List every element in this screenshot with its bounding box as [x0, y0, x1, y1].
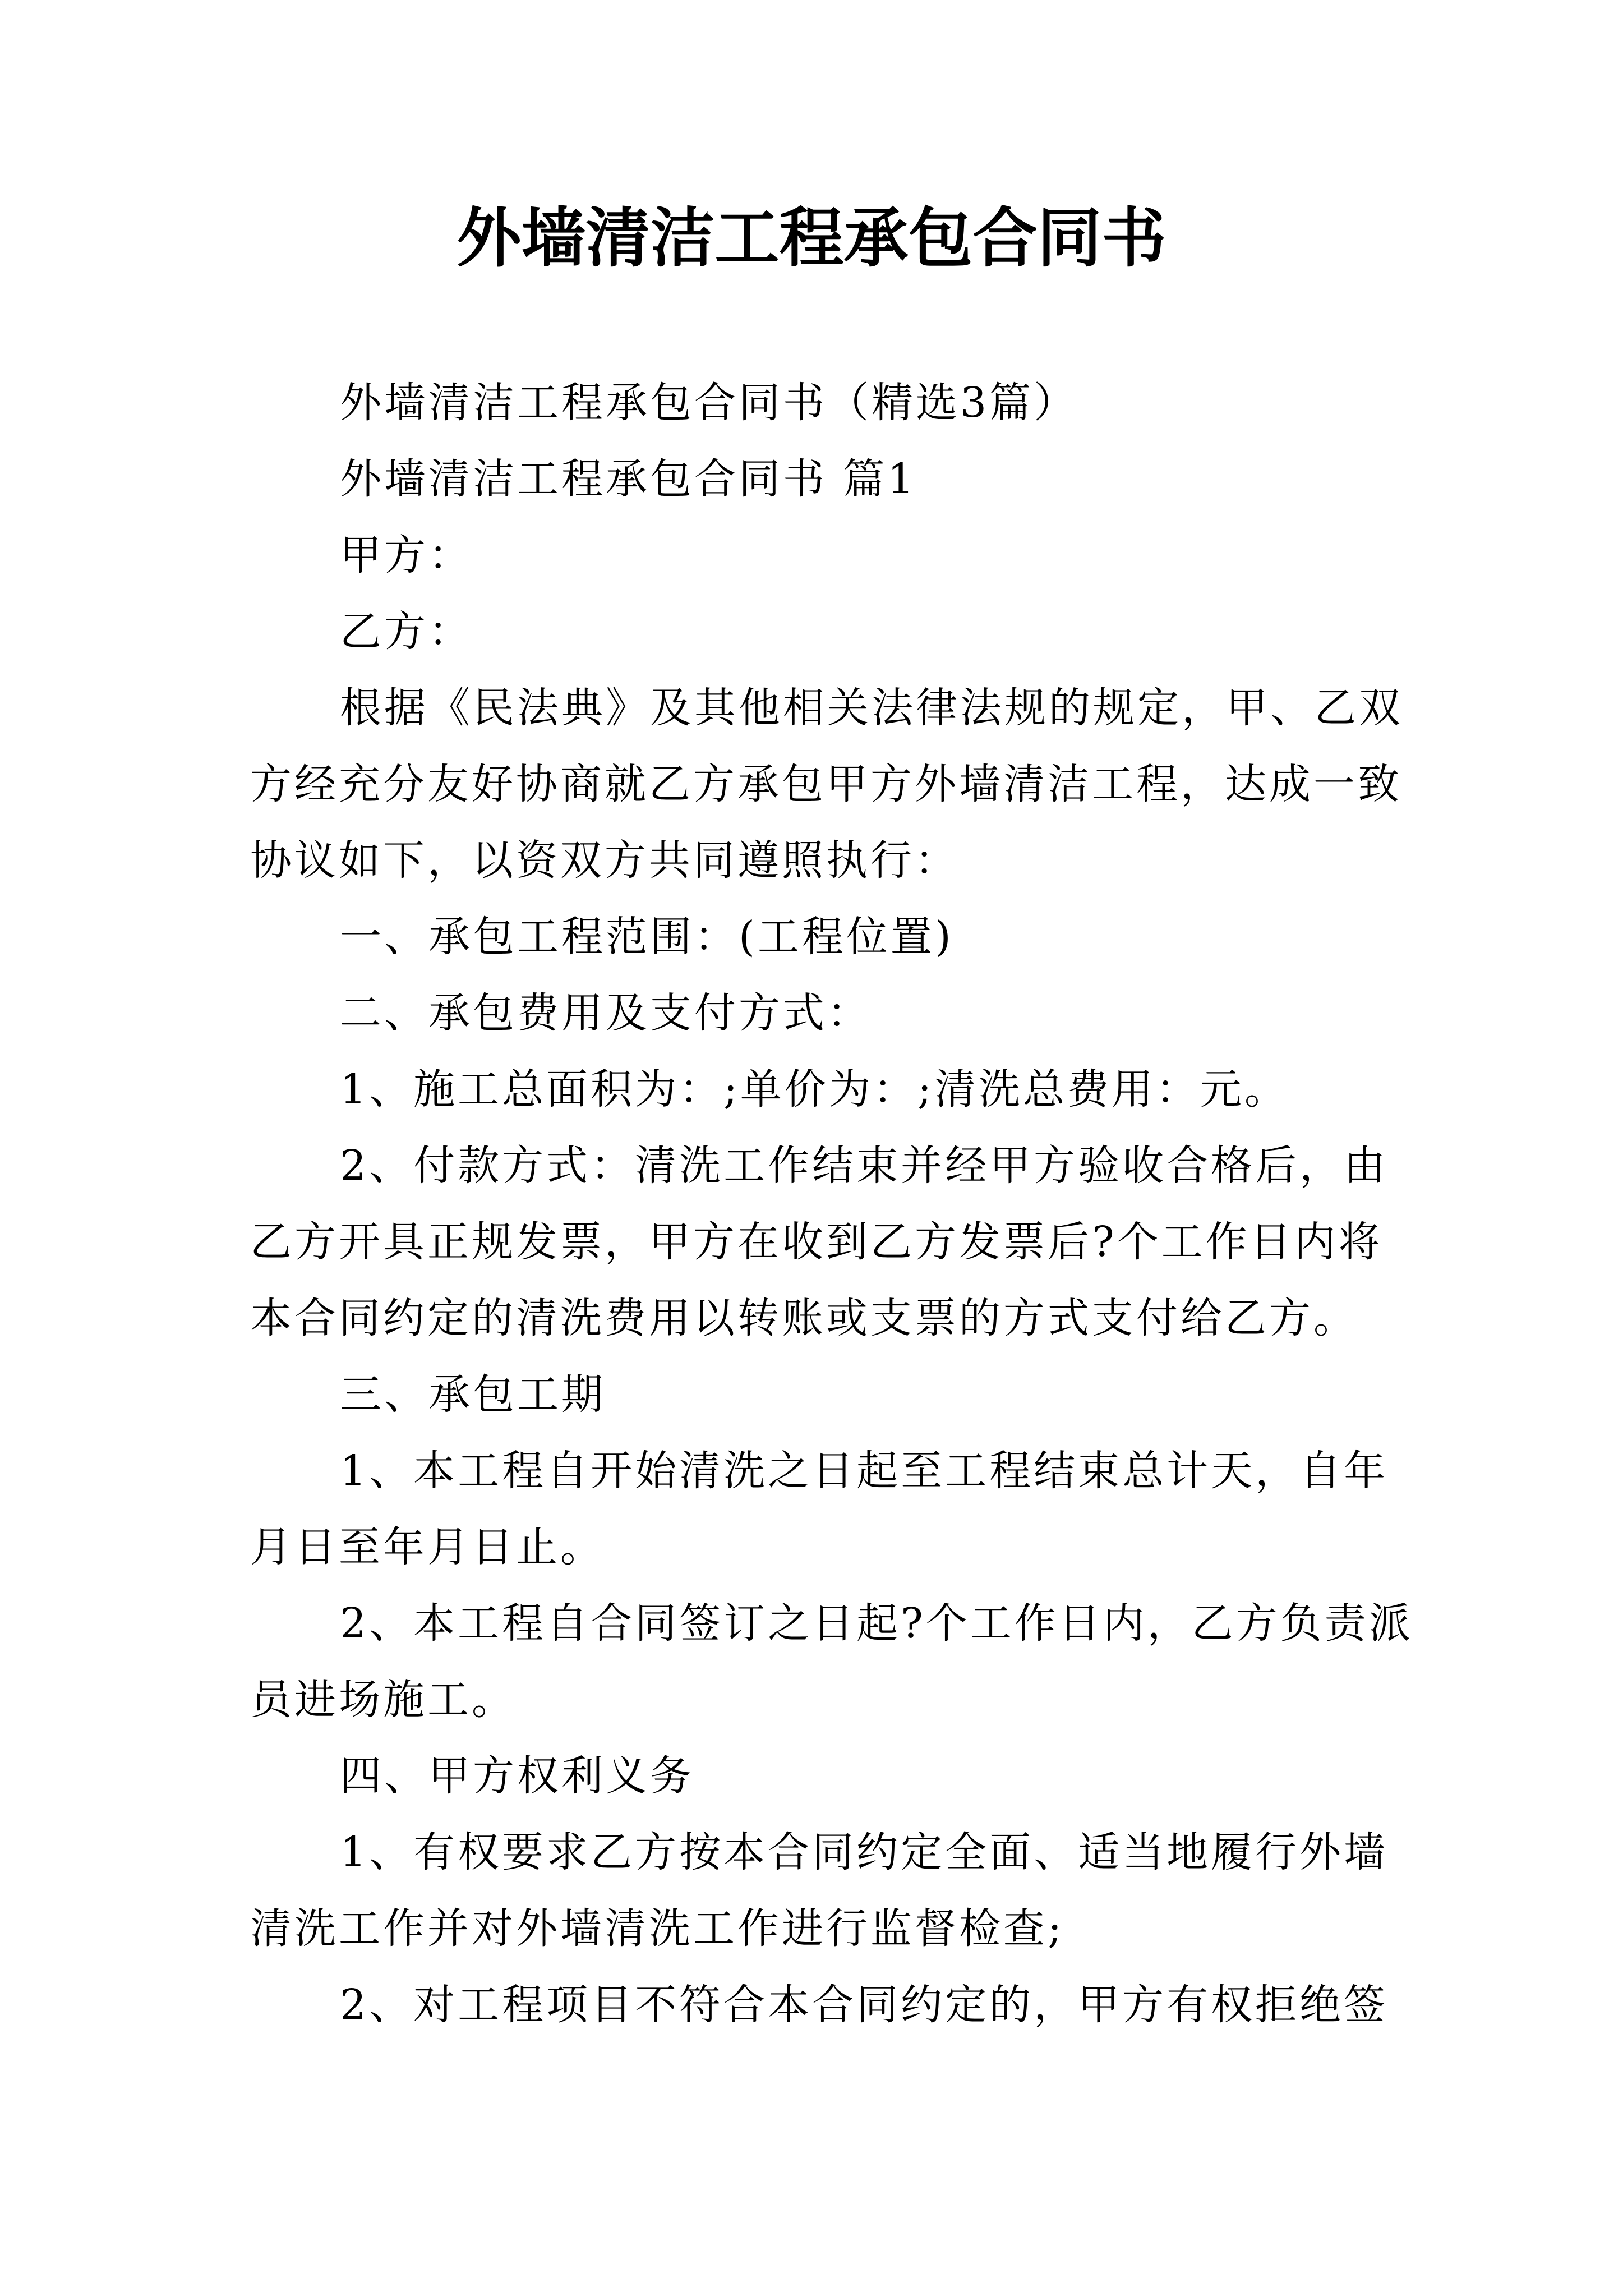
document-line: 根据《民法典》及其他相关法律法规的规定，甲、乙双: [340, 684, 1403, 732]
document-line: 乙方：: [340, 608, 473, 656]
document-line: 三、承包工期: [340, 1370, 606, 1419]
document-line: 本合同约定的清洗费用以转账或支票的方式支付给乙方。: [250, 1294, 1358, 1342]
document-line: 2、本工程自合同签订之日起?个工作日内，乙方负责派: [340, 1599, 1413, 1648]
document-line: 月日至年月日止。: [250, 1523, 605, 1571]
document-line: 清洗工作并对外墙清洗工作进行监督检查;: [250, 1904, 1064, 1953]
document-line: 协议如下，以资双方共同遵照执行：: [250, 836, 959, 885]
document-line: 乙方开具正规发票，甲方在收到乙方发票后?个工作日内将: [250, 1218, 1383, 1266]
document-line: 一、承包工程范围：(工程位置): [340, 913, 954, 961]
document-body: [250, 365, 1413, 2043]
document-line: 1、本工程自开始清洗之日起至工程结束总计天，自年: [340, 1447, 1389, 1495]
document-line: 外墙清洁工程承包合同书 篇1: [340, 455, 917, 503]
document-line: 2、付款方式：清洗工作结束并经甲方验收合格后，由: [340, 1142, 1389, 1190]
document-title: 外墙清洁工程承包合同书: [457, 200, 1166, 276]
document-line: 2、对工程项目不符合本合同约定的，甲方有权拒绝签: [340, 1981, 1389, 2029]
document-line: 外墙清洁工程承包合同书（精选3篇）: [340, 379, 1078, 427]
document-line: 员进场施工。: [250, 1676, 516, 1724]
document-line: 四、甲方权利义务: [340, 1752, 694, 1800]
document-line: 方经充分友好协商就乙方承包甲方外墙清洁工程，达成一致: [250, 760, 1402, 808]
document-line: 甲方：: [340, 531, 473, 579]
document-line: 1、有权要求乙方按本合同约定全面、适当地履行外墙: [340, 1828, 1389, 1876]
document-line: 二、承包费用及支付方式：: [340, 989, 872, 1037]
document-line: 1、施工总面积为：;单价为：;清洗总费用：元。: [340, 1065, 1289, 1114]
